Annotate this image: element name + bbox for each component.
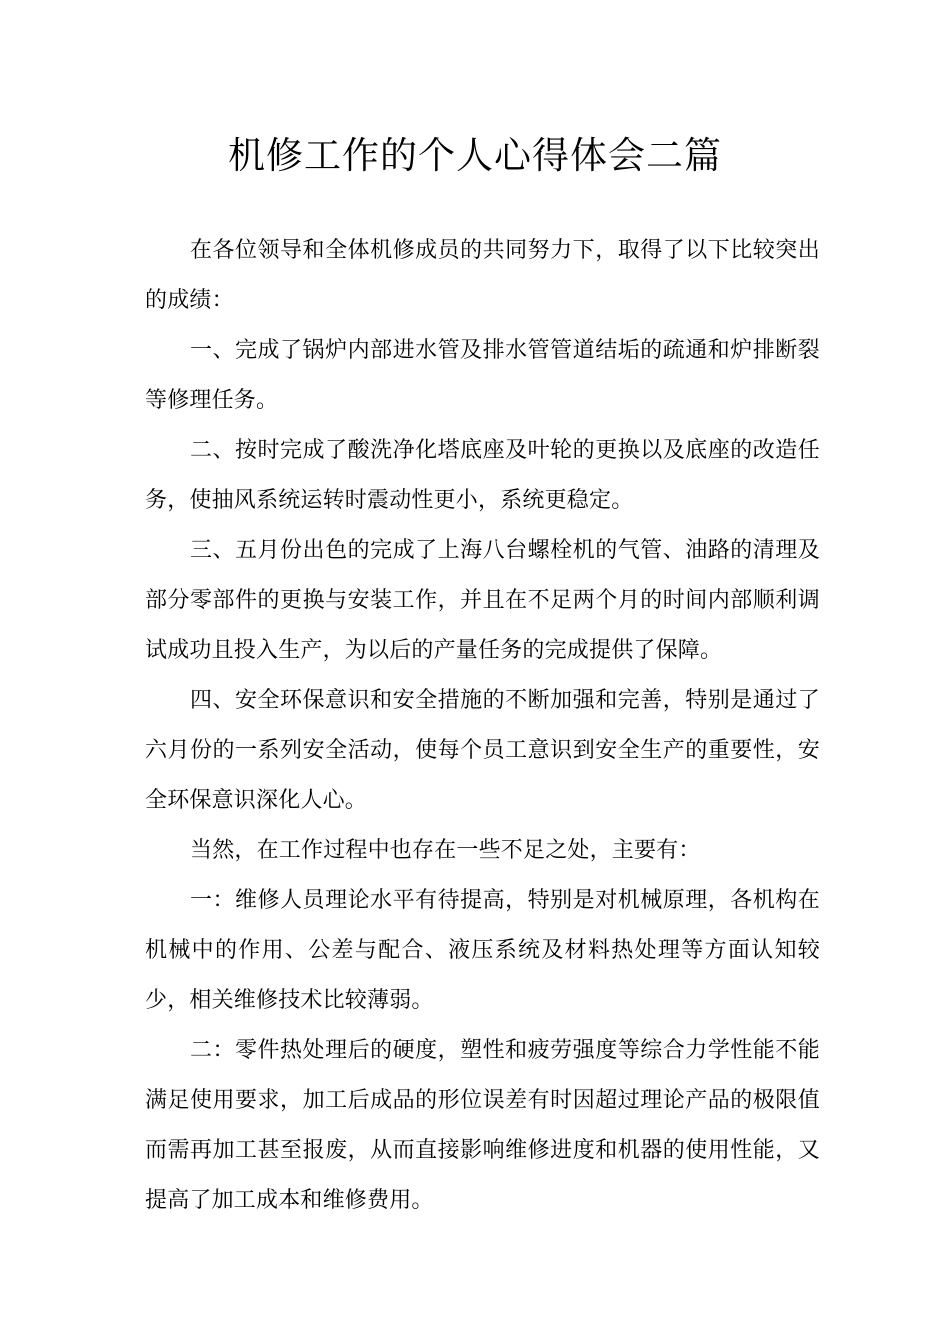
paragraph-achievement-1: 一、完成了锅炉内部进水管及排水管管道结垢的疏通和炉排断裂等修理任务。 — [145, 338, 820, 413]
document-body — [145, 226, 820, 1226]
paragraph-intro: 在各位领导和全体机修成员的共同努力下，取得了以下比较突出的成绩： — [145, 238, 820, 313]
paragraph-achievement-4: 四、安全环保意识和安全措施的不断加强和完善，特别是通过了六月份的一系列安全活动，使每个员工意识到安全生产的重要性，安全环保意识深化人心。 — [145, 688, 820, 813]
paragraph-shortcoming-2: 二：零件热处理后的硬度，塑性和疲劳强度等综合力学性能不能满足使用要求，加工后成品的形位误差有时因超过理论产品的极限值而需再加工甚至报废，从而直接影响维修进度和机器的使用性能，又提高了加工成本和维修费用。 — [145, 1038, 820, 1213]
paragraph-achievement-3: 三、五月份出色的完成了上海八台螺栓机的气管、油路的清理及部分零部件的更换与安装工作，并且在不足两个月的时间内部顺利调试成功且投入生产，为以后的产量任务的完成提供了保障。 — [145, 538, 820, 663]
document-title: 机修工作的个人心得体会二篇 — [228, 134, 722, 177]
paragraph-achievement-2: 二、按时完成了酸洗净化塔底座及叶轮的更换以及底座的改造任务，使抽风系统运转时震动性更小，系统更稳定。 — [145, 438, 820, 513]
paragraph-shortcoming-1: 一：维修人员理论水平有待提高，特别是对机械原理，各机构在机械中的作用、公差与配合、液压系统及材料热处理等方面认知较少，相关维修技术比较薄弱。 — [145, 888, 820, 1013]
paragraph-shortcomings-intro: 当然，在工作过程中也存在一些不足之处，主要有： — [190, 838, 701, 863]
